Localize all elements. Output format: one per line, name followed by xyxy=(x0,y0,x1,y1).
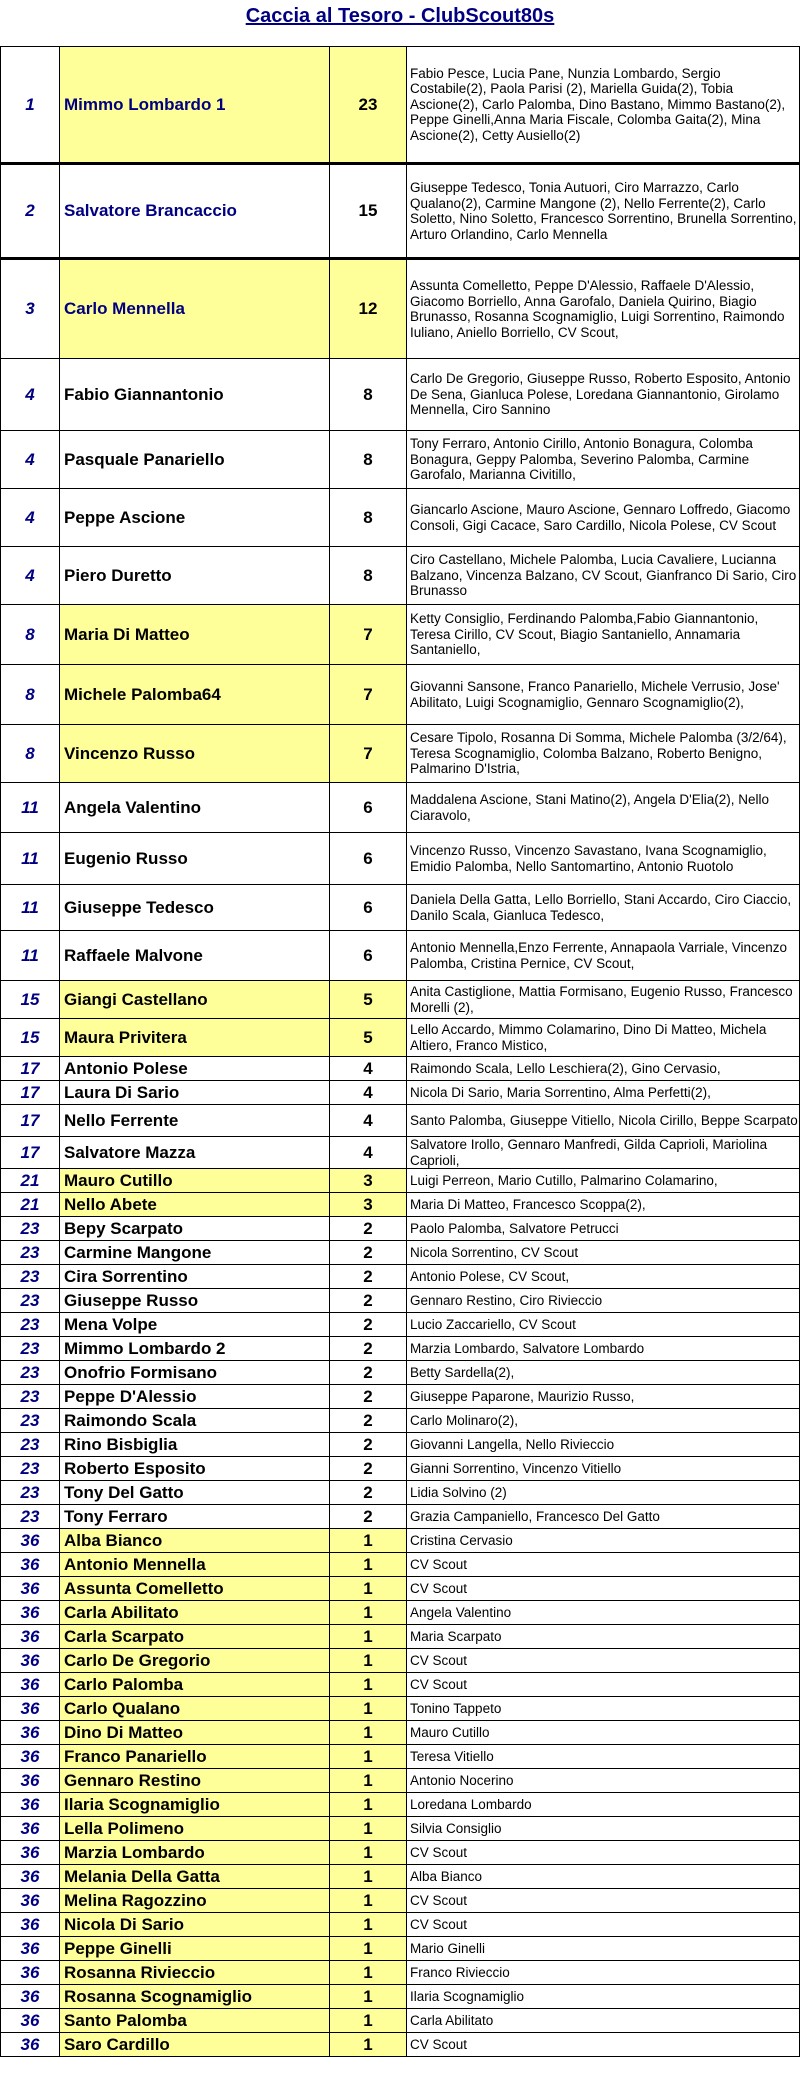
rank-cell: 23 xyxy=(1,1313,60,1337)
rank-cell: 17 xyxy=(1,1105,60,1137)
rank-cell: 23 xyxy=(1,1289,60,1313)
points-cell: 2 xyxy=(330,1241,407,1265)
participant-name: Santo Palomba xyxy=(60,2009,330,2033)
table-row xyxy=(1,1337,800,1361)
participant-name: Nicola Di Sario xyxy=(60,1913,330,1937)
points-cell: 8 xyxy=(330,489,407,547)
points-cell: 12 xyxy=(330,259,407,359)
finders-cell: Tonino Tappeto xyxy=(407,1697,800,1721)
rank-cell: 17 xyxy=(1,1057,60,1081)
participant-name: Mauro Cutillo xyxy=(60,1169,330,1193)
table-row xyxy=(1,1745,800,1769)
participant-name: Rino Bisbiglia xyxy=(60,1433,330,1457)
points-cell: 1 xyxy=(330,1937,407,1961)
points-cell: 2 xyxy=(330,1385,407,1409)
participant-name: Laura Di Sario xyxy=(60,1081,330,1105)
rank-cell: 36 xyxy=(1,1697,60,1721)
finders-cell: Cesare Tipolo, Rosanna Di Somma, Michele Palomba (3/2/64), Teresa Scognamiglio, Colomba Balzano, Roberto Benigno, Palmarino D'Istria, xyxy=(407,725,800,783)
points-cell: 23 xyxy=(330,47,407,164)
participant-name: Carla Scarpato xyxy=(60,1625,330,1649)
table-row xyxy=(1,665,800,725)
participant-name: Giuseppe Russo xyxy=(60,1289,330,1313)
table-row xyxy=(1,431,800,489)
points-cell: 5 xyxy=(330,981,407,1019)
table-row xyxy=(1,1433,800,1457)
participant-name: Carlo Palomba xyxy=(60,1673,330,1697)
table-row xyxy=(1,489,800,547)
table-row xyxy=(1,2009,800,2033)
points-cell: 3 xyxy=(330,1193,407,1217)
rank-cell: 4 xyxy=(1,431,60,489)
table-row xyxy=(1,1961,800,1985)
table-row xyxy=(1,1577,800,1601)
points-cell: 6 xyxy=(330,833,407,885)
points-cell: 2 xyxy=(330,1505,407,1529)
finders-cell: Nicola Di Sario, Maria Sorrentino, Alma Perfetti(2), xyxy=(407,1081,800,1105)
participant-name: Eugenio Russo xyxy=(60,833,330,885)
rank-cell: 36 xyxy=(1,1865,60,1889)
points-cell: 2 xyxy=(330,1289,407,1313)
finders-cell: CV Scout xyxy=(407,1673,800,1697)
table-row xyxy=(1,1385,800,1409)
table-row xyxy=(1,783,800,833)
participant-name: Antonio Mennella xyxy=(60,1553,330,1577)
table-row xyxy=(1,1081,800,1105)
rank-cell: 36 xyxy=(1,1817,60,1841)
rank-cell: 21 xyxy=(1,1169,60,1193)
participant-name: Fabio Giannantonio xyxy=(60,359,330,431)
rank-cell: 36 xyxy=(1,1841,60,1865)
rank-cell: 21 xyxy=(1,1193,60,1217)
points-cell: 1 xyxy=(330,1577,407,1601)
participant-name: Marzia Lombardo xyxy=(60,1841,330,1865)
table-row xyxy=(1,1841,800,1865)
rank-cell: 23 xyxy=(1,1385,60,1409)
points-cell: 1 xyxy=(330,1625,407,1649)
finders-cell: Carlo Molinaro(2), xyxy=(407,1409,800,1433)
finders-cell: Fabio Pesce, Lucia Pane, Nunzia Lombardo, Sergio Costabile(2), Paola Parisi (2), Mariella Guida(2), Tobia Ascione(2), Carlo Palomba, Dino Bastano, Mimmo Bastano(2), Peppe Ginelli,Anna Maria Fiscale, Colomba Gaita(2), Mina Ascione(2), Cetty Ausiello(2) xyxy=(407,47,800,164)
participant-name: Nello Abete xyxy=(60,1193,330,1217)
participant-name: Antonio Polese xyxy=(60,1057,330,1081)
points-cell: 7 xyxy=(330,605,407,665)
table-row xyxy=(1,1793,800,1817)
table-row xyxy=(1,1193,800,1217)
finders-cell: Mauro Cutillo xyxy=(407,1721,800,1745)
table-row xyxy=(1,1889,800,1913)
points-cell: 1 xyxy=(330,1697,407,1721)
table-row xyxy=(1,1481,800,1505)
finders-cell: Angela Valentino xyxy=(407,1601,800,1625)
table-row xyxy=(1,1865,800,1889)
participant-name: Bepy Scarpato xyxy=(60,1217,330,1241)
table-row xyxy=(1,1217,800,1241)
rank-cell: 4 xyxy=(1,359,60,431)
rank-cell: 36 xyxy=(1,1721,60,1745)
finders-cell: Ketty Consiglio, Ferdinando Palomba,Fabio Giannantonio, Teresa Cirillo, CV Scout, Biagio Santaniello, Annamaria Santaniello, xyxy=(407,605,800,665)
finders-cell: Daniela Della Gatta, Lello Borriello, Stani Accardo, Ciro Ciaccio, Danilo Scala, Gianluca Tedesco, xyxy=(407,885,800,931)
finders-cell: Giancarlo Ascione, Mauro Ascione, Gennaro Loffredo, Giacomo Consoli, Gigi Cacace, Saro Cardillo, Nicola Polese, CV Scout xyxy=(407,489,800,547)
finders-cell: CV Scout xyxy=(407,1913,800,1937)
participant-name: Melania Della Gatta xyxy=(60,1865,330,1889)
finders-cell: Alba Bianco xyxy=(407,1865,800,1889)
points-cell: 2 xyxy=(330,1361,407,1385)
finders-cell: Franco Rivieccio xyxy=(407,1961,800,1985)
finders-cell: Luigi Perreon, Mario Cutillo, Palmarino Colamarino, xyxy=(407,1169,800,1193)
finders-cell: Ilaria Scognamiglio xyxy=(407,1985,800,2009)
participant-name: Carla Abilitato xyxy=(60,1601,330,1625)
participant-name: Rosanna Rivieccio xyxy=(60,1961,330,1985)
participant-name: Raimondo Scala xyxy=(60,1409,330,1433)
rank-cell: 36 xyxy=(1,1961,60,1985)
points-cell: 8 xyxy=(330,359,407,431)
participant-name: Melina Ragozzino xyxy=(60,1889,330,1913)
rank-cell: 17 xyxy=(1,1137,60,1169)
participant-name: Vincenzo Russo xyxy=(60,725,330,783)
points-cell: 1 xyxy=(330,1721,407,1745)
rank-cell: 23 xyxy=(1,1241,60,1265)
points-cell: 2 xyxy=(330,1409,407,1433)
points-cell: 6 xyxy=(330,783,407,833)
participant-name: Roberto Esposito xyxy=(60,1457,330,1481)
participant-name: Tony Ferraro xyxy=(60,1505,330,1529)
leaderboard-body xyxy=(1,47,800,2057)
finders-cell: Teresa Vitiello xyxy=(407,1745,800,1769)
finders-cell: Giuseppe Tedesco, Tonia Autuori, Ciro Marrazzo, Carlo Qualano(2), Carmine Mangone (2), Nello Ferrente(2), Carlo Soletto, Nino Soletto, Francesco Sorrentino, Brunella Sorrentino, Arturo Orlandino, Carlo Mennella xyxy=(407,164,800,259)
participant-name: Michele Palomba64 xyxy=(60,665,330,725)
rank-cell: 23 xyxy=(1,1361,60,1385)
points-cell: 1 xyxy=(330,1529,407,1553)
finders-cell: Loredana Lombardo xyxy=(407,1793,800,1817)
finders-cell: Antonio Nocerino xyxy=(407,1769,800,1793)
points-cell: 2 xyxy=(330,1457,407,1481)
finders-cell: Assunta Comelletto, Peppe D'Alessio, Raffaele D'Alessio, Giacomo Borriello, Anna Garofalo, Daniela Quirino, Biagio Brunasso, Rosanna Scognamiglio, Luigi Sorrentino, Raimondo Iuliano, Aniello Borriello, CV Scout, xyxy=(407,259,800,359)
table-row xyxy=(1,164,800,259)
participant-name: Assunta Comelletto xyxy=(60,1577,330,1601)
table-row xyxy=(1,259,800,359)
points-cell: 2 xyxy=(330,1313,407,1337)
rank-cell: 11 xyxy=(1,931,60,981)
table-row xyxy=(1,1409,800,1433)
table-row xyxy=(1,1937,800,1961)
participant-name: Giangi Castellano xyxy=(60,981,330,1019)
table-row xyxy=(1,1769,800,1793)
rank-cell: 23 xyxy=(1,1457,60,1481)
table-row xyxy=(1,725,800,783)
points-cell: 6 xyxy=(330,931,407,981)
finders-cell: Gennaro Restino, Ciro Rivieccio xyxy=(407,1289,800,1313)
rank-cell: 23 xyxy=(1,1433,60,1457)
rank-cell: 8 xyxy=(1,725,60,783)
participant-name: Rosanna Scognamiglio xyxy=(60,1985,330,2009)
finders-cell: Nicola Sorrentino, CV Scout xyxy=(407,1241,800,1265)
table-row xyxy=(1,1721,800,1745)
table-row xyxy=(1,885,800,931)
finders-cell: Anita Castiglione, Mattia Formisano, Eugenio Russo, Francesco Morelli (2), xyxy=(407,981,800,1019)
rank-cell: 23 xyxy=(1,1337,60,1361)
participant-name: Carlo De Gregorio xyxy=(60,1649,330,1673)
finders-cell: Paolo Palomba, Salvatore Petrucci xyxy=(407,1217,800,1241)
table-row xyxy=(1,1697,800,1721)
participant-name: Ilaria Scognamiglio xyxy=(60,1793,330,1817)
participant-name: Pasquale Panariello xyxy=(60,431,330,489)
participant-name: Mimmo Lombardo 2 xyxy=(60,1337,330,1361)
rank-cell: 36 xyxy=(1,1985,60,2009)
rank-cell: 8 xyxy=(1,665,60,725)
finders-cell: Lidia Solvino (2) xyxy=(407,1481,800,1505)
points-cell: 8 xyxy=(330,431,407,489)
table-row xyxy=(1,1553,800,1577)
participant-name: Dino Di Matteo xyxy=(60,1721,330,1745)
finders-cell: Maria Di Matteo, Francesco Scoppa(2), xyxy=(407,1193,800,1217)
rank-cell: 36 xyxy=(1,2009,60,2033)
finders-cell: Giovanni Sansone, Franco Panariello, Michele Verrusio, Jose' Abilitato, Luigi Scognamiglio, Gennaro Scognamiglio(2), xyxy=(407,665,800,725)
finders-cell: CV Scout xyxy=(407,1553,800,1577)
finders-cell: Betty Sardella(2), xyxy=(407,1361,800,1385)
finders-cell: CV Scout xyxy=(407,2033,800,2057)
rank-cell: 36 xyxy=(1,1889,60,1913)
rank-cell: 36 xyxy=(1,1529,60,1553)
points-cell: 1 xyxy=(330,1769,407,1793)
table-row xyxy=(1,931,800,981)
points-cell: 1 xyxy=(330,1649,407,1673)
rank-cell: 11 xyxy=(1,833,60,885)
finders-cell: Giovanni Langella, Nello Rivieccio xyxy=(407,1433,800,1457)
finders-cell: Maria Scarpato xyxy=(407,1625,800,1649)
table-row xyxy=(1,359,800,431)
participant-name: Nello Ferrente xyxy=(60,1105,330,1137)
points-cell: 1 xyxy=(330,2033,407,2057)
participant-name: Raffaele Malvone xyxy=(60,931,330,981)
table-row xyxy=(1,1601,800,1625)
finders-cell: Gianni Sorrentino, Vincenzo Vitiello xyxy=(407,1457,800,1481)
points-cell: 2 xyxy=(330,1265,407,1289)
finders-cell: Raimondo Scala, Lello Leschiera(2), Gino Cervasio, xyxy=(407,1057,800,1081)
points-cell: 15 xyxy=(330,164,407,259)
finders-cell: Grazia Campaniello, Francesco Del Gatto xyxy=(407,1505,800,1529)
rank-cell: 36 xyxy=(1,1553,60,1577)
participant-name: Salvatore Mazza xyxy=(60,1137,330,1169)
leaderboard-table xyxy=(0,46,800,2057)
participant-name: Angela Valentino xyxy=(60,783,330,833)
finders-cell: CV Scout xyxy=(407,1577,800,1601)
finders-cell: Tony Ferraro, Antonio Cirillo, Antonio Bonagura, Colomba Bonagura, Geppy Palomba, Severino Palomba, Carmine Garofalo, Marianna Civitillo, xyxy=(407,431,800,489)
rank-cell: 36 xyxy=(1,1673,60,1697)
participant-name: Franco Panariello xyxy=(60,1745,330,1769)
points-cell: 4 xyxy=(330,1105,407,1137)
rank-cell: 23 xyxy=(1,1217,60,1241)
points-cell: 1 xyxy=(330,1865,407,1889)
table-row xyxy=(1,1625,800,1649)
points-cell: 7 xyxy=(330,725,407,783)
participant-name: Peppe Ascione xyxy=(60,489,330,547)
finders-cell: CV Scout xyxy=(407,1889,800,1913)
participant-name: Giuseppe Tedesco xyxy=(60,885,330,931)
participant-name: Gennaro Restino xyxy=(60,1769,330,1793)
points-cell: 3 xyxy=(330,1169,407,1193)
table-row xyxy=(1,1817,800,1841)
rank-cell: 3 xyxy=(1,259,60,359)
finders-cell: Carlo De Gregorio, Giuseppe Russo, Roberto Esposito, Antonio De Sena, Gianluca Polese, Loredana Giannantonio, Girolamo Mennella, Ciro Sannino xyxy=(407,359,800,431)
table-row xyxy=(1,1289,800,1313)
table-row xyxy=(1,1169,800,1193)
rank-cell: 23 xyxy=(1,1409,60,1433)
page-title: Caccia al Tesoro - ClubScout80s xyxy=(245,5,555,27)
finders-cell: Lello Accardo, Mimmo Colamarino, Dino Di Matteo, Michela Altiero, Franco Mistico, xyxy=(407,1019,800,1057)
participant-name: Alba Bianco xyxy=(60,1529,330,1553)
table-row xyxy=(1,833,800,885)
finders-cell: Ciro Castellano, Michele Palomba, Lucia Cavaliere, Lucianna Balzano, Vincenza Balzano, CV Scout, Gianfranco Di Sario, Ciro Brunasso xyxy=(407,547,800,605)
table-row xyxy=(1,1505,800,1529)
points-cell: 5 xyxy=(330,1019,407,1057)
participant-name: Piero Duretto xyxy=(60,547,330,605)
rank-cell: 15 xyxy=(1,981,60,1019)
points-cell: 1 xyxy=(330,1889,407,1913)
points-cell: 8 xyxy=(330,547,407,605)
table-row xyxy=(1,1265,800,1289)
rank-cell: 2 xyxy=(1,164,60,259)
rank-cell: 36 xyxy=(1,2033,60,2057)
participant-name: Mimmo Lombardo 1 xyxy=(60,47,330,164)
finders-cell: CV Scout xyxy=(407,1841,800,1865)
table-row xyxy=(1,1241,800,1265)
table-row xyxy=(1,1529,800,1553)
rank-cell: 36 xyxy=(1,1745,60,1769)
participant-name: Carlo Qualano xyxy=(60,1697,330,1721)
participant-name: Carlo Mennella xyxy=(60,259,330,359)
rank-cell: 8 xyxy=(1,605,60,665)
participant-name: Maura Privitera xyxy=(60,1019,330,1057)
rank-cell: 36 xyxy=(1,1625,60,1649)
table-row xyxy=(1,1137,800,1169)
finders-cell: Carla Abilitato xyxy=(407,2009,800,2033)
rank-cell: 36 xyxy=(1,1913,60,1937)
points-cell: 1 xyxy=(330,1817,407,1841)
finders-cell: Marzia Lombardo, Salvatore Lombardo xyxy=(407,1337,800,1361)
rank-cell: 36 xyxy=(1,1649,60,1673)
participant-name: Carmine Mangone xyxy=(60,1241,330,1265)
points-cell: 2 xyxy=(330,1481,407,1505)
participant-name: Saro Cardillo xyxy=(60,2033,330,2057)
participant-name: Lella Polimeno xyxy=(60,1817,330,1841)
table-row xyxy=(1,1985,800,2009)
participant-name: Peppe Ginelli xyxy=(60,1937,330,1961)
rank-cell: 23 xyxy=(1,1265,60,1289)
table-row xyxy=(1,1913,800,1937)
participant-name: Tony Del Gatto xyxy=(60,1481,330,1505)
finders-cell: Mario Ginelli xyxy=(407,1937,800,1961)
table-row xyxy=(1,605,800,665)
points-cell: 1 xyxy=(330,1793,407,1817)
table-row xyxy=(1,547,800,605)
finders-cell: Cristina Cervasio xyxy=(407,1529,800,1553)
table-row xyxy=(1,1673,800,1697)
points-cell: 4 xyxy=(330,1137,407,1169)
points-cell: 4 xyxy=(330,1057,407,1081)
rank-cell: 36 xyxy=(1,1793,60,1817)
points-cell: 1 xyxy=(330,1673,407,1697)
table-row xyxy=(1,1313,800,1337)
finders-cell: Salvatore Irollo, Gennaro Manfredi, Gilda Caprioli, Mariolina Caprioli, xyxy=(407,1137,800,1169)
rank-cell: 23 xyxy=(1,1505,60,1529)
table-row xyxy=(1,981,800,1019)
participant-name: Mena Volpe xyxy=(60,1313,330,1337)
points-cell: 1 xyxy=(330,1961,407,1985)
points-cell: 1 xyxy=(330,1913,407,1937)
points-cell: 1 xyxy=(330,1985,407,2009)
participant-name: Salvatore Brancaccio xyxy=(60,164,330,259)
points-cell: 2 xyxy=(330,1433,407,1457)
table-row xyxy=(1,2033,800,2057)
rank-cell: 11 xyxy=(1,783,60,833)
points-cell: 2 xyxy=(330,1337,407,1361)
rank-cell: 11 xyxy=(1,885,60,931)
rank-cell: 36 xyxy=(1,1937,60,1961)
points-cell: 1 xyxy=(330,1601,407,1625)
points-cell: 1 xyxy=(330,1553,407,1577)
participant-name: Onofrio Formisano xyxy=(60,1361,330,1385)
rank-cell: 17 xyxy=(1,1081,60,1105)
points-cell: 1 xyxy=(330,1745,407,1769)
points-cell: 7 xyxy=(330,665,407,725)
participant-name: Peppe D'Alessio xyxy=(60,1385,330,1409)
participant-name: Cira Sorrentino xyxy=(60,1265,330,1289)
rank-cell: 4 xyxy=(1,489,60,547)
table-row xyxy=(1,1457,800,1481)
rank-cell: 36 xyxy=(1,1577,60,1601)
rank-cell: 4 xyxy=(1,547,60,605)
table-row xyxy=(1,1361,800,1385)
rank-cell: 36 xyxy=(1,1601,60,1625)
finders-cell: Vincenzo Russo, Vincenzo Savastano, Ivana Scognamiglio, Emidio Palomba, Nello Santomartino, Antonio Ruotolo xyxy=(407,833,800,885)
rank-cell: 15 xyxy=(1,1019,60,1057)
points-cell: 4 xyxy=(330,1081,407,1105)
finders-cell: Silvia Consiglio xyxy=(407,1817,800,1841)
table-row xyxy=(1,1057,800,1081)
points-cell: 6 xyxy=(330,885,407,931)
table-row xyxy=(1,1105,800,1137)
points-cell: 2 xyxy=(330,1217,407,1241)
finders-cell: Santo Palomba, Giuseppe Vitiello, Nicola Cirillo, Beppe Scarpato xyxy=(407,1105,800,1137)
table-row xyxy=(1,1649,800,1673)
finders-cell: Antonio Polese, CV Scout, xyxy=(407,1265,800,1289)
finders-cell: Maddalena Ascione, Stani Matino(2), Angela D'Elia(2), Nello Ciaravolo, xyxy=(407,783,800,833)
table-row xyxy=(1,47,800,164)
points-cell: 1 xyxy=(330,1841,407,1865)
finders-cell: Antonio Mennella,Enzo Ferrente, Annapaola Varriale, Vincenzo Palomba, Cristina Pernice, CV Scout, xyxy=(407,931,800,981)
points-cell: 1 xyxy=(330,2009,407,2033)
participant-name: Maria Di Matteo xyxy=(60,605,330,665)
finders-cell: Giuseppe Paparone, Maurizio Russo, xyxy=(407,1385,800,1409)
finders-cell: Lucio Zaccariello, CV Scout xyxy=(407,1313,800,1337)
table-row xyxy=(1,1019,800,1057)
rank-cell: 36 xyxy=(1,1769,60,1793)
finders-cell: CV Scout xyxy=(407,1649,800,1673)
rank-cell: 1 xyxy=(1,47,60,164)
rank-cell: 23 xyxy=(1,1481,60,1505)
